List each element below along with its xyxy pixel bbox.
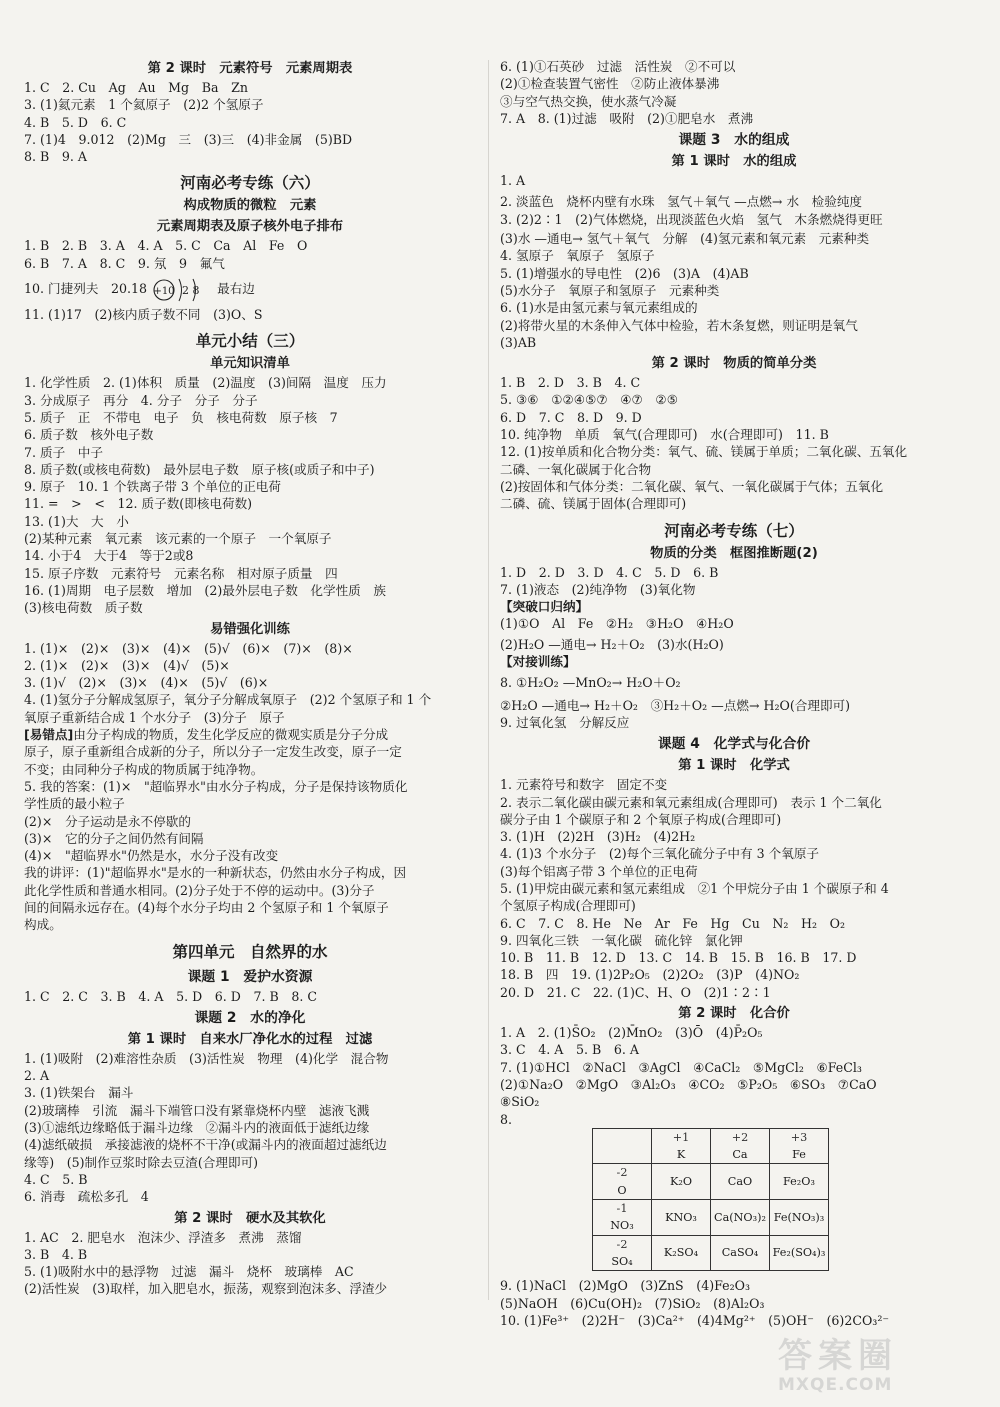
- answer-line: 1. C 2. C 3. B 4. A 5. D 6. D 7. B 8. C: [24, 988, 318, 1004]
- answer-line: 6. 消毒 疏松多孔 4: [24, 1189, 149, 1205]
- answer-line: 9. 原子 10. 1 个铁离子带 3 个单位的正电荷: [24, 479, 281, 495]
- topic3-lesson2-title: 第 2 课时 物质的简单分类: [651, 356, 817, 372]
- answer-line: 3. (1)√ (2)× (3)× (4)× (5)√ (6)×: [24, 675, 269, 691]
- answer-line: 6. B 7. A 8. C 9. 氖 9 氟气: [24, 255, 225, 271]
- topic3-lesson1-title: 第 1 课时 水的组成: [671, 154, 797, 170]
- table-row: [593, 1235, 829, 1271]
- answer-line: 7. (1)4 9.012 (2)Mg 三 (3)三 (4)非金属 (5)BD: [24, 131, 353, 147]
- answer-line: 6. D 7. C 8. D 9. D: [500, 409, 642, 425]
- lesson2-title: 第 2 课时 元素符号 元素周期表: [147, 61, 353, 76]
- answer-line: 3. (1)H (2)2H (3)H₂ (4)2H₂: [500, 829, 696, 845]
- table-cell: CaSO₄: [711, 1235, 770, 1271]
- answer-line: (3)水 —通电→ 氢气＋氧气 分解 (4)氢元素和氧元素 元素种类: [500, 231, 870, 247]
- table-header-cell: +1 K: [652, 1128, 711, 1164]
- answer-line: 此化学性质和普通水相同。(2)分子处于不停的运动中。(3)分子: [24, 882, 375, 898]
- topic4-lesson1-title: 第 1 课时 化学式: [678, 758, 790, 774]
- answer-line: (5)NaOH (6)Cu(OH)₂ (7)SiO₂ (8)Al₂O₃: [500, 1295, 765, 1311]
- henan6-title: 河南必考专练（六）: [180, 174, 320, 193]
- answer-line: (2)玻璃棒 引流 漏斗下端管口没有紧靠烧杯内壁 滤液飞溅: [24, 1102, 370, 1118]
- topic1-title: 课题 1 爱护水资源: [187, 968, 313, 985]
- answer-line: 9. 过氧化氢 分解反应: [500, 714, 630, 730]
- topic2-lesson1-answers: [24, 1050, 476, 1206]
- atom-shells-label: 2 8: [182, 283, 200, 297]
- answer-line: (2)①Na₂O ②MgO ③Al₂O₃ ④CO₂ ⑤P₂O₅ ⑥SO₃ ⑦CaO: [500, 1076, 877, 1092]
- atom-structure-diagram: [151, 275, 213, 305]
- answer-line: (3)每个铝离子带 3 个单位的正电荷: [500, 863, 698, 879]
- answer-line: 1. 元素符号和数字 固定不变: [500, 777, 668, 793]
- table-cell: Ca(NO₃)₂: [711, 1200, 770, 1236]
- answer-line: 7. A 8. (1)过滤 吸附 (2)①肥皂水 煮沸: [500, 110, 754, 126]
- training-tag: 【对接训练】: [500, 654, 576, 670]
- topic2-lesson1-title: 第 1 课时 自来水厂净化水的过程 过滤: [127, 1031, 373, 1047]
- answer-line: 8. B 9. A: [24, 149, 87, 165]
- table-ion-cell: -2 SO₄: [593, 1235, 652, 1271]
- answer-line: 8. ①H₂O₂ —MnO₂→ H₂O＋O₂: [500, 675, 681, 691]
- answer-line: 5. 我的答案：(1)× "超临界水"由水分子构成，分子是保持该物质化: [24, 778, 408, 794]
- watermark-logo: [778, 1338, 990, 1402]
- answer-line: ③与空气热交换，使水蒸气冷凝: [500, 93, 677, 109]
- answer-line: 15. 原子序数 元素符号 元素名称 相对原子质量 四: [24, 565, 338, 581]
- answer-line: 12. (1)按单质和化合物分类：氧气、硫、镁属于单质；二氧化碳、五氧化: [500, 444, 908, 460]
- answer-line: 学性质的最小粒子: [24, 796, 125, 812]
- answer-line: 碳分子由 1 个碳原子和 2 个氧原子构成(合理即可): [500, 811, 782, 827]
- answer-line: 6. C 7. C 8. He Ne Ar Fe Hg Cu N₂ H₂ O₂: [500, 915, 846, 931]
- topic2-lesson2-title: 第 2 课时 硬水及其软化: [174, 1210, 326, 1226]
- answer-line: (2)①检查装置气密性 ②防止液体暴沸: [500, 76, 720, 92]
- answer-line: (3)× 它的分子之间仍然有间隔: [24, 830, 204, 846]
- answer-line: 1. D 2. D 3. D 4. C 5. D 6. B: [500, 564, 719, 580]
- table-header-cell: +3 Fe: [770, 1128, 829, 1164]
- answer-line: (2)将带火星的木条伸入气体中检验，若木条复燃，则证明是氧气: [500, 317, 858, 333]
- answer-line: 我的讲评：(1)"超临界水"是水的一种新状态，仍然由水分子构成，因: [24, 865, 407, 881]
- answer-line: 3. 分成原子 再分 4. 分子 分子 分子: [24, 392, 258, 408]
- answer-line: 二磷、一氧化碳属于化合物: [500, 461, 652, 477]
- answer-line: (3)核电荷数 质子数: [24, 600, 143, 616]
- henan7-title: 河南必考专练（七）: [664, 521, 804, 540]
- answer-line: 2. 淡蓝色 烧杯内壁有水珠 氢气＋氧气 —点燃→ 水 检验纯度: [500, 194, 863, 210]
- answer-line: (2)按固体和气体分类：二氧化碳、氧气、一氧化碳属于气体；五氧化: [500, 478, 884, 494]
- answer-line: 5. (1)增强水的导电性 (2)6 (3)A (4)AB: [500, 265, 749, 281]
- answer-line: 11. (1)17 (2)核内质子数不同 (3)O、S: [24, 307, 263, 323]
- table-cell: K₂SO₄: [652, 1235, 711, 1271]
- answer-line: 1. A: [500, 173, 526, 189]
- answer-line: 5. (1)甲烷由碳元素和氢元素组成 ②1 个甲烷分子由 1 个碳原子和 4: [500, 880, 889, 896]
- table-cell: KNO₃: [652, 1200, 711, 1236]
- answer-line: 18. B 四 19. (1)2P₂O₅ (2)2O₂ (3)P (4)NO₂: [500, 967, 800, 983]
- left-column: [24, 58, 476, 1298]
- answer-line: (3)AB: [500, 334, 537, 350]
- answer-line: 原子，原子重新组合成新的分子，所以分子一定发生改变，原子一定: [24, 744, 402, 760]
- topic4-lesson2-title: 第 2 课时 化合价: [678, 1006, 790, 1022]
- q10-text: 10. 门捷列夫 20.18: [24, 281, 148, 297]
- answer-line: (3)①滤纸边缘略低于漏斗边缘 ②漏斗内的液面低于滤纸边缘: [24, 1120, 370, 1136]
- answer-line: 13. (1)大 大 小: [24, 513, 129, 529]
- answer-line: (4)滤纸破损 承接滤液的烧杯不干净(或漏斗内的液面超过滤纸边: [24, 1137, 387, 1153]
- table-row: [593, 1200, 829, 1236]
- answer-line: 8. 质子数(或核电荷数) 最外层电子数 原子核(或质子和中子): [24, 461, 375, 477]
- right-column: [500, 58, 968, 1329]
- summary-title: 单元小结（三）: [195, 332, 305, 351]
- answer-line: ②H₂O —通电→ H₂＋O₂ ③H₂＋O₂ —点燃→ H₂O(合理即可): [500, 697, 851, 713]
- answer-line: 个氢原子构成(合理即可): [500, 898, 636, 914]
- table-cell: Fe₂(SO₄)₃: [770, 1235, 829, 1271]
- henan6-subtitle-2: 元素周期表及原子核外电子排布: [156, 219, 344, 235]
- table-cell: K₂O: [652, 1164, 711, 1200]
- error-training-answers: [24, 640, 476, 934]
- answer-line: 氧原子重新结合成 1 个水分子 (3)分子 原子: [24, 709, 285, 725]
- answer-line: 5. 质子 正 不带电 电子 负 核电荷数 原子核 7: [24, 409, 338, 425]
- table-ion-cell: -2 O: [593, 1164, 652, 1200]
- summary-answers: [24, 374, 476, 616]
- table-cell: Fe₂O₃: [770, 1164, 829, 1200]
- table-header-row: [593, 1128, 829, 1164]
- topic4-title: 课题 4 化学式与化合价: [657, 736, 811, 753]
- answer-line: 3. B 4. B: [24, 1246, 88, 1262]
- answer-line: 5. (1)吸附水中的悬浮物 过滤 漏斗 烧杯 玻璃棒 AC: [24, 1264, 354, 1280]
- answer-line: (2)× 分子运动是永不停歇的: [24, 813, 191, 829]
- henan6-subtitle-1: 构成物质的微粒 元素: [183, 198, 317, 214]
- answer-line: (1)①O Al Fe ②H₂ ③H₂O ④H₂O: [500, 616, 734, 632]
- answer-line: 缘等) (5)制作豆浆时除去豆渣(合理即可): [24, 1154, 259, 1170]
- atom-nucleus-label: +10: [153, 285, 175, 297]
- watermark-text: 答案圈: [778, 1336, 898, 1376]
- answer-line: 7. (1)①HCl ②NaCl ③AgCl ④CaCl₂ ⑤MgCl₂ ⑥FeCl₃: [500, 1059, 862, 1075]
- answer-line: 14. 小于4 大于4 等于2或8: [24, 548, 194, 564]
- answer-line: (2)H₂O —通电→ H₂＋O₂ (3)水(H₂O): [500, 636, 724, 652]
- answer-line: 20. D 21. C 22. (1)C、H、O (2)1∶2∶1: [500, 984, 771, 1000]
- answer-line: 10. (1)Fe³⁺ (2)2H⁻ (3)Ca²⁺ (4)4Mg²⁺ (5)OH⁻ (6)2CO₃²⁻: [500, 1312, 890, 1328]
- answer-line: 3. (1)铁架台 漏斗: [24, 1085, 134, 1101]
- answer-line: 6. (1)水是由氢元素与氧元素组成的: [500, 300, 698, 316]
- answer-line: 2. A: [24, 1068, 50, 1084]
- table-corner-cell: [593, 1128, 652, 1164]
- answer-line: 6. 质子数 核外电子数: [24, 427, 154, 443]
- table-row: [593, 1164, 829, 1200]
- answer-line: (2)活性炭 (3)取样，加入肥皂水，振荡，观察到泡沫多、浮渣少: [24, 1281, 388, 1297]
- answer-line: 4. (1)3 个水分子 (2)每个三氧化硫分子中有 3 个氧原子: [500, 846, 820, 862]
- answer-line: 3. (2)2∶1 (2)气体燃烧，出现淡蓝色火焰 氢气 木条燃烧得更旺: [500, 211, 883, 227]
- lesson2-answers: [24, 79, 476, 165]
- answer-line: 1. B 2. D 3. B 4. C: [500, 375, 641, 391]
- answer-line: 2. 表示二氧化碳由碳元素和氧元素组成(合理即可) 表示 1 个二氧化: [500, 794, 882, 810]
- answer-line: 9. 四氧化三铁 一氧化碳 硫化锌 氯化钾: [500, 932, 743, 948]
- answer-line: 10. 纯净物 单质 氧气(合理即可) 水(合理即可) 11. B: [500, 427, 829, 443]
- answer-line: 4. 氢原子 氧原子 氢原子: [500, 248, 655, 264]
- henan7-subtitle: 物质的分类 框图推断题(2): [650, 545, 818, 561]
- answer-line: ⑧SiO₂: [500, 1094, 540, 1110]
- error-training-title: 易错强化训练: [210, 621, 290, 637]
- column-divider: [488, 60, 489, 1300]
- answer-line: 3. C 4. A 5. B 6. A: [500, 1042, 639, 1058]
- answer-line: 4. B 5. D 6. C: [24, 114, 127, 130]
- answer-line: 1. 化学性质 2. (1)体积 质量 (2)温度 (3)间隔 温度 压力: [24, 375, 387, 391]
- answer-line: 7. (1)液态 (2)纯净物 (3)氧化物: [500, 581, 696, 597]
- table-header-cell: +2 Ca: [711, 1128, 770, 1164]
- answer-line: 1. AC 2. 肥皂水 泡沫少、浮渣多 煮沸 蒸馏: [24, 1229, 302, 1245]
- answer-line: 4. C 5. B: [24, 1171, 88, 1187]
- answer-line: 1. A 2. (1)S̄O₂ (2)M̄nO₂ (3)Ō (4)P̄₂O₅: [500, 1025, 763, 1041]
- answer-line: 构成。: [24, 917, 62, 933]
- answer-line: 2. (1)× (2)× (3)× (4)√ (5)×: [24, 657, 230, 673]
- answer-line: 9. (1)NaCl (2)MgO (3)ZnS (4)Fe₂O₃: [500, 1278, 751, 1294]
- answer-line: 7. 质子 中子: [24, 444, 103, 460]
- answer-line: (4)× "超临界水"仍然是水，水分子没有改变: [24, 848, 279, 864]
- answer-line: (5)水分子 氧原子和氢原子 元素种类: [500, 282, 720, 298]
- answer-line: 11. = > < 12. 质子数(即核电荷数): [24, 496, 253, 512]
- table-cell: CaO: [711, 1164, 770, 1200]
- answer-line: 1. (1)× (2)× (3)× (4)× (5)√ (6)× (7)× (8)×: [24, 640, 353, 656]
- error-tip-text: 由分子构成的物质，发生化学反应的微观实质是分子分成: [73, 727, 389, 743]
- answer-line-q10: [24, 272, 476, 306]
- table-ion-cell: -1 NO₃: [593, 1200, 652, 1236]
- answer-line: (2)某种元素 氧元素 该元素的一个原子 一个氧原子: [24, 531, 332, 547]
- answer-line: 3. (1)氦元素 1 个氦原子 (2)2 个氢原子: [24, 97, 264, 113]
- answer-line: 10. B 11. B 12. D 13. C 14. B 15. B 16. B 17. D: [500, 950, 857, 966]
- topic3-title: 课题 3 水的组成: [678, 132, 790, 149]
- summary-subtitle: 单元知识清单: [210, 356, 290, 372]
- answer-line: 不变；由同种分子构成的物质属于纯净物。: [24, 761, 264, 777]
- answer-line: 间的间隔永远存在。(4)每个水分子均由 2 个氢原子和 1 个氧原子: [24, 899, 389, 915]
- table-cell: Fe(NO₃)₃: [770, 1200, 829, 1236]
- topic2-lesson2-answers: [24, 1229, 476, 1298]
- answer-line: 8.: [500, 1111, 513, 1127]
- answer-line: 16. (1)周期 电子层数 增加 (2)最外层电子数 化学性质 族: [24, 582, 386, 598]
- answer-line: 1. (1)吸附 (2)难溶性杂质 (3)活性炭 物理 (4)化学 混合物: [24, 1050, 389, 1066]
- unit4-title: 第四单元 自然界的水: [172, 942, 328, 961]
- watermark-url: MXQE.COM: [778, 1375, 893, 1395]
- answer-line: 4. (1)氢分子分解成氢原子，氧分子分解成氧原子 (2)2 个氢原子和 1 个: [24, 692, 432, 708]
- topic2-title: 课题 2 水的净化: [194, 1009, 306, 1026]
- error-tip-line: [24, 726, 476, 743]
- answer-line: 6. (1)①石英砂 过滤 活性炭 ②不可以: [500, 59, 736, 74]
- breakthrough-tag: 【突破口归纳】: [500, 599, 589, 615]
- error-tip-tag: [易错点]: [24, 727, 74, 743]
- answer-line: 5. ③⑥ ①②④⑤⑦ ④⑦ ②⑤: [500, 392, 678, 408]
- valence-table: [592, 1128, 829, 1271]
- answer-line: 1. B 2. B 3. A 4. A 5. C Ca Al Fe O: [24, 238, 308, 254]
- answer-line: 二磷、硫、镁属于固体(合理即可): [500, 496, 687, 512]
- answer-line: 1. C 2. Cu Ag Au Mg Ba Zn: [24, 80, 248, 95]
- q10-tail: 最右边: [217, 281, 255, 297]
